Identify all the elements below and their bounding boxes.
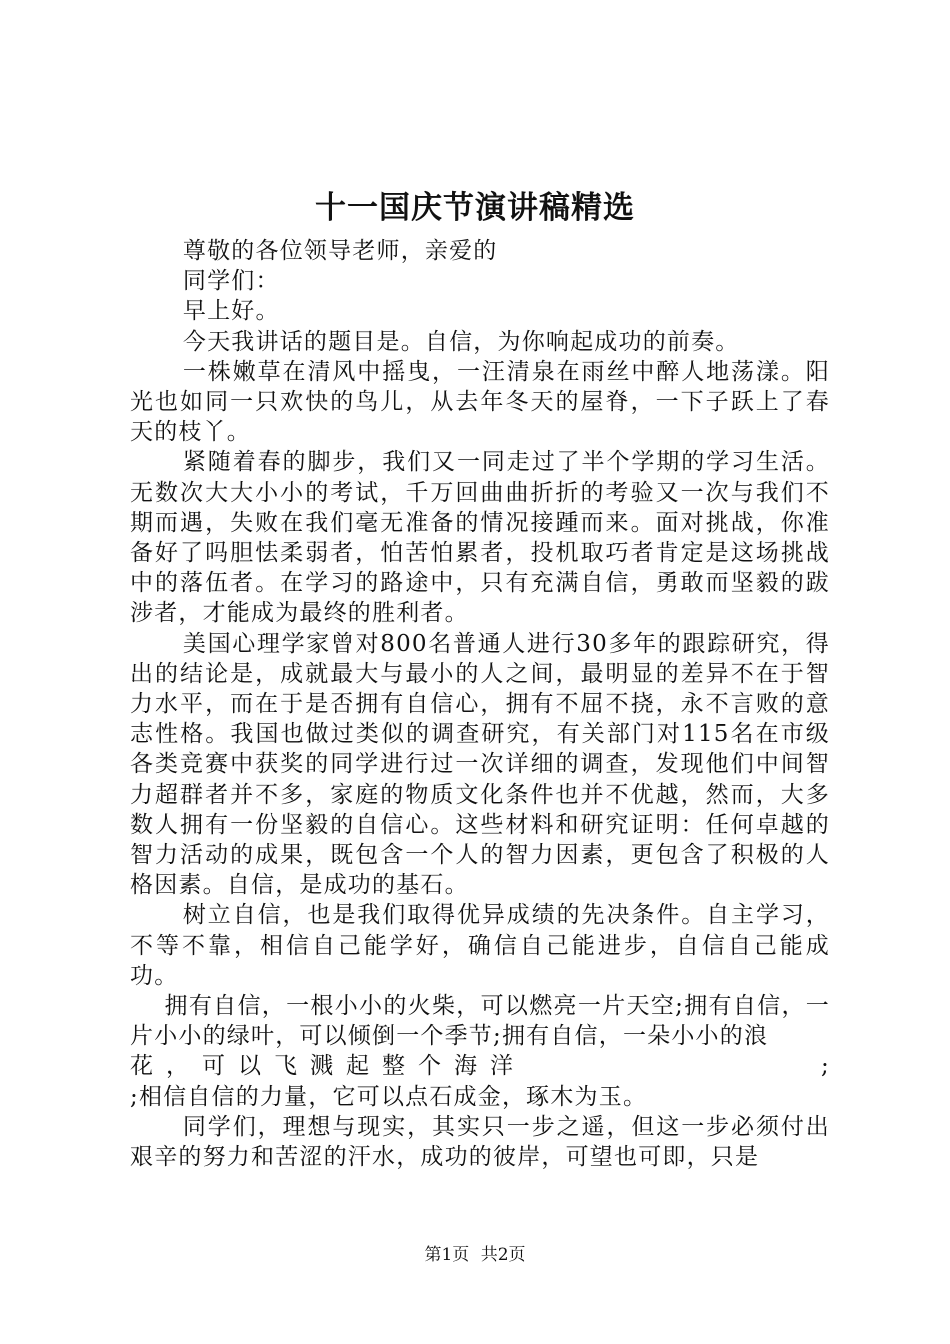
paragraph-spring: 一株嫩草在清风中摇曳，一汪清泉在雨丝中醉人地荡漾。阳光也如同一只欢快的鸟儿，从去年冬天的屋脊，一下子跃上了春天的枝丫。	[130, 358, 830, 446]
paragraph-classmates: 同学们，理想与现实，其实只一步之遥，但这一步必须付出艰辛的努力和苦涩的汗水，成功的彼岸，可望也可即，只是	[130, 1113, 830, 1171]
topic-paragraph: 今天我讲话的题目是。自信，为你响起成功的前奏。	[182, 328, 740, 355]
paragraph-power: ;相信自信的力量，它可以点石成金，琢木为玉。	[130, 1083, 648, 1110]
page-footer	[0, 1244, 950, 1266]
paragraph-confidence: 树立自信，也是我们取得优异成绩的先决条件。自主学习，不等不靠，相信自己能学好，确信自己能进步，自信自己能成功。	[130, 902, 830, 989]
paragraph-challenge: 紧随着春的脚步，我们又一同走过了半个学期的学习生活。无数次大大小小的考试，千万回曲曲折折的考验又一次与我们不期而遇，失败在我们毫无准备的情况接踵而来。面对挑战，你准备好了吗胆怯柔弱者，怕苦怕累者，投机取巧者肯定是这场挑战中的落伍者。在学习的路途中，只有充满自信，勇敢而坚毅的跋涉者，才能成为最终的胜利者。	[130, 449, 830, 627]
spread-line-text: 花，可以飞溅起整个海洋	[130, 1053, 526, 1080]
paragraph-spread-line	[130, 1051, 830, 1081]
page-number: 第1页	[424, 1245, 470, 1265]
paragraph-research: 美国心理学家曾对800名普通人进行30多年的跟踪研究，得出的结论是，成就最大与最小的人之间，最明显的差异不在于智力水平，而在于是否拥有自信心，拥有不屈不挠，永不言败的意志性格。我国也做过类似的调查研究，有关部门对115名在市级各类竞赛中获奖的同学进行过一次详细的调查，发现他们中间智力超群者并不多，家庭的物质文化条件也并不优越，然而，大多数人拥有一份坚毅的自信心。这些材料和研究证明：任何卓越的智力活动的成果，既包含一个人的智力因素，更包含了积极的人格因素。自信，是成功的基石。	[130, 630, 830, 899]
salutation-line-2: 同学们：	[182, 268, 280, 295]
document-body	[130, 236, 830, 1172]
salutation-line-1: 尊敬的各位领导老师，亲爱的	[182, 238, 498, 264]
paragraph-owning-confidence: 拥有自信，一根小小的火柴，可以燃亮一片天空;拥有自信，一片小小的绿叶，可以倾倒一个季节;拥有自信，一朵小小的浪	[130, 993, 830, 1050]
spread-line-end: ;	[821, 1053, 830, 1080]
greeting: 早上好。	[182, 298, 280, 325]
document-title: 十一国庆节演讲稿精选	[315, 190, 635, 226]
page-total: 共2页	[480, 1245, 526, 1265]
